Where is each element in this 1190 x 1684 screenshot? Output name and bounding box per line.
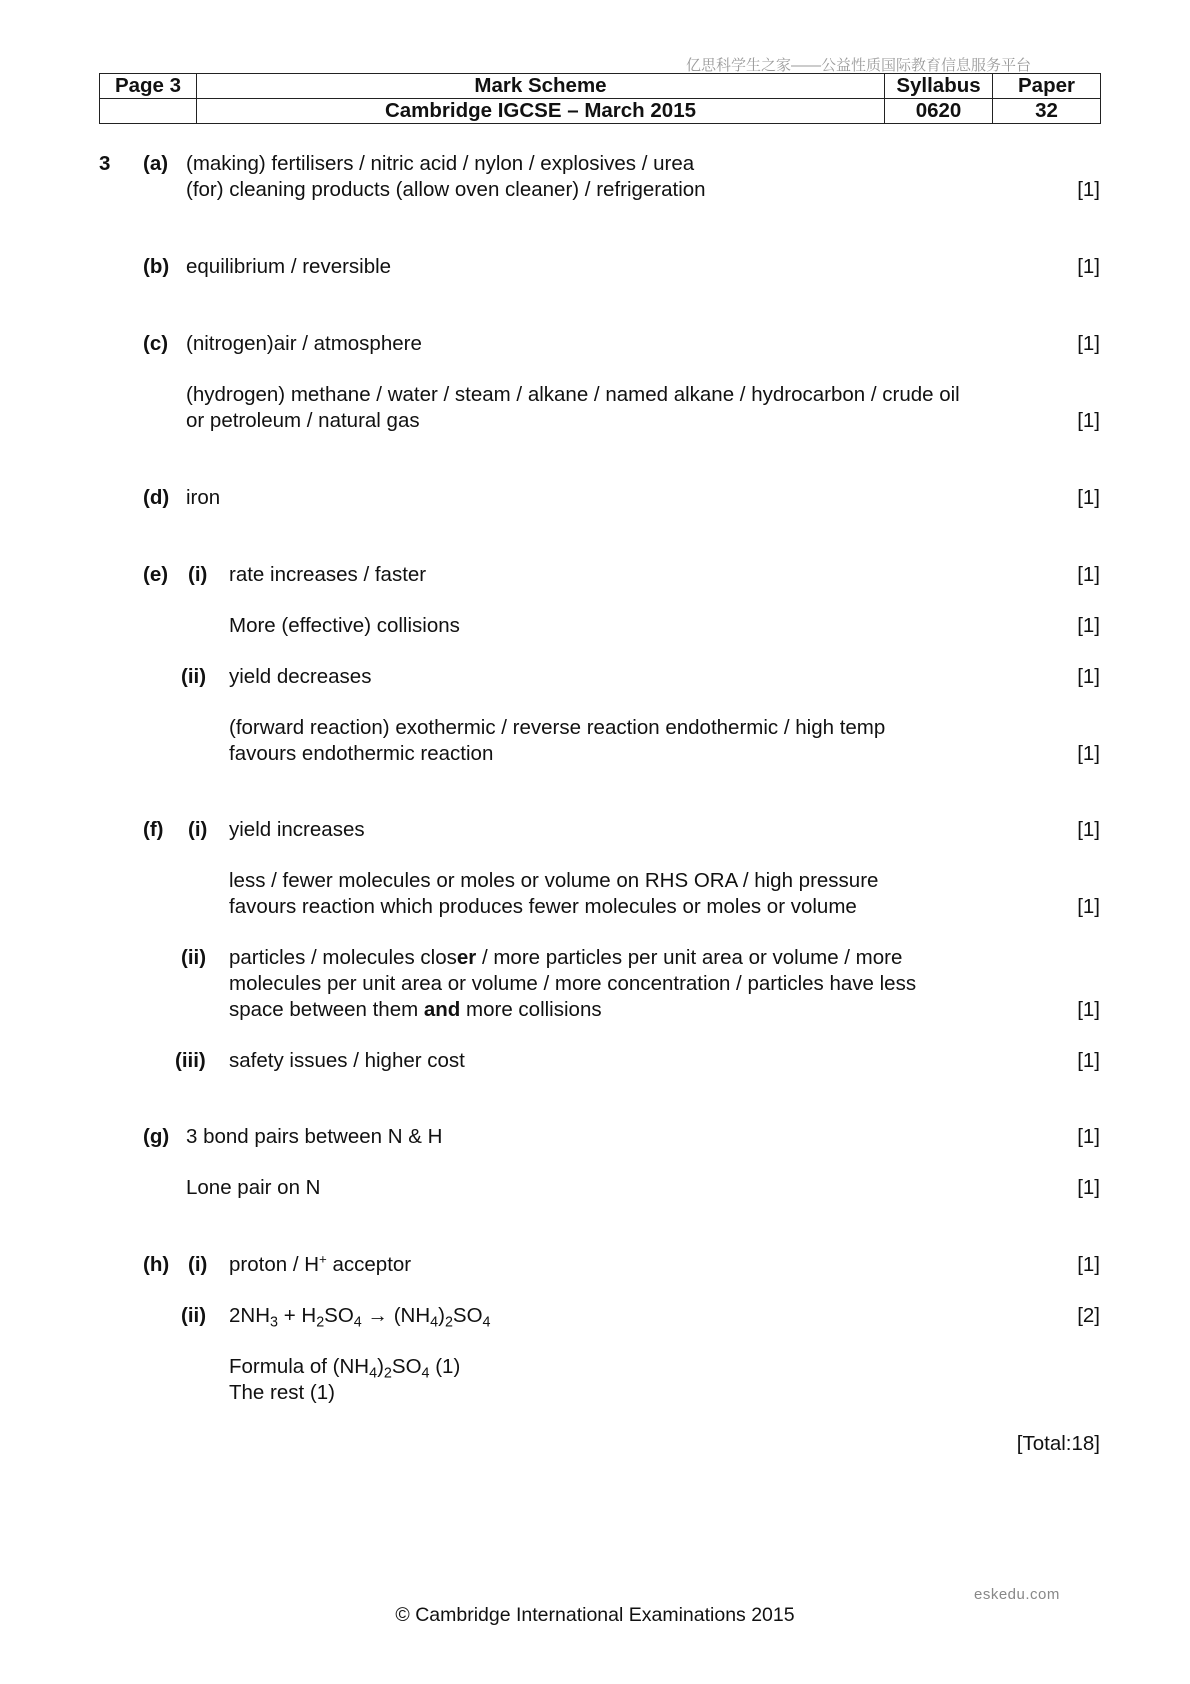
part-h-formula-note: Formula of $(NH_4)_2SO_4$ (1) (229, 1355, 461, 1382)
part-c-mark1: [1] (1077, 332, 1100, 355)
part-c-line1: (nitrogen)air / atmosphere (186, 332, 422, 355)
part-c-label: (c) (143, 332, 169, 355)
part-f-i-mark1: [1] (1077, 818, 1100, 841)
copyright-footer: © Cambridge International Examinations 2015 (395, 1604, 795, 1626)
part-b-mark: [1] (1077, 255, 1100, 278)
part-g-mark1: [1] (1077, 1125, 1100, 1148)
part-g-mark2: [1] (1077, 1176, 1100, 1199)
part-a-line2: (for) cleaning products (allow oven cleaner) / refrigeration (186, 178, 706, 201)
part-c-line2: (hydrogen) methane / water / steam / alkane / named alkane / hydrocarbon / crude oil (186, 383, 960, 406)
paper-number: 32 (993, 99, 1101, 124)
part-h-ii-label: (ii) (181, 1304, 207, 1327)
part-d-label: (d) (143, 486, 170, 509)
site-watermark: eskedu.com (974, 1586, 1060, 1603)
page-number: Page 3 (100, 74, 197, 99)
part-f-i-line3: favours reaction which produces fewer molecules or moles or volume (229, 895, 857, 918)
part-d-mark: [1] (1077, 486, 1100, 509)
part-e-ii-mark2: [1] (1077, 742, 1100, 765)
part-g-line1: 3 bond pairs between N & H (186, 1125, 443, 1148)
part-d-line1: iron (186, 486, 221, 509)
part-e-i-line2: More (effective) collisions (229, 614, 460, 637)
paper-label: Paper (993, 74, 1101, 99)
part-e-ii-mark1: [1] (1077, 665, 1100, 688)
part-f-iii-label: (iii) (175, 1049, 206, 1072)
watermark: 亿思科学生之家——公益性质国际教育信息服务平台 (686, 57, 1032, 74)
part-a-label: (a) (143, 152, 169, 175)
document-title: Mark Scheme (197, 74, 885, 99)
part-f-i-line2: less / fewer molecules or moles or volume on RHS ORA / high pressure (229, 869, 879, 892)
part-h-i-label: (i) (188, 1253, 208, 1276)
part-g-line2: Lone pair on N (186, 1176, 321, 1199)
part-f-ii-line1: particles / molecules closer / more particles per unit area or volume / more (229, 946, 903, 969)
part-f-ii-line3: space between them and more collisions (229, 998, 602, 1021)
part-h-i-text: proton / H+ acceptor (229, 1251, 412, 1276)
header-table (99, 73, 1101, 124)
part-f-i-label: (i) (188, 818, 208, 841)
part-e-i-mark2: [1] (1077, 614, 1100, 637)
part-f-ii-line2: molecules per unit area or volume / more concentration / particles have less (229, 972, 917, 995)
part-e-ii-line2: (forward reaction) exothermic / reverse reaction endothermic / high temp (229, 716, 886, 739)
part-f-i-line1: yield increases (229, 818, 365, 841)
part-e-i-line1: rate increases / faster (229, 563, 427, 586)
part-b-line1: equilibrium / reversible (186, 255, 392, 278)
part-f-label: (f) (143, 818, 164, 841)
part-h-label: (h) (143, 1253, 170, 1276)
part-e-ii-line1: yield decreases (229, 665, 372, 688)
part-b-label: (b) (143, 255, 170, 278)
part-e-label: (e) (143, 563, 169, 586)
syllabus-label: Syllabus (885, 74, 993, 99)
part-f-ii-label: (ii) (181, 946, 207, 969)
part-a-line1: (making) fertilisers / nitric acid / nylon / explosives / urea (186, 152, 695, 175)
part-f-i-mark2: [1] (1077, 895, 1100, 918)
part-e-i-label: (i) (188, 563, 208, 586)
part-h-rest-note: The rest (1) (229, 1381, 335, 1404)
part-f-iii-mark: [1] (1077, 1049, 1100, 1072)
part-e-ii-label: (ii) (181, 665, 207, 688)
part-c-line3: or petroleum / natural gas (186, 409, 420, 432)
part-f-ii-mark: [1] (1077, 998, 1100, 1021)
part-f-iii-line1: safety issues / higher cost (229, 1049, 465, 1072)
part-a-mark: [1] (1077, 178, 1100, 201)
chemical-equation: $2NH_3 + H_2SO_4 \to (NH_4)_2SO_4$ (229, 1304, 491, 1331)
part-g-label: (g) (143, 1125, 170, 1148)
document-subtitle: Cambridge IGCSE – March 2015 (197, 99, 885, 124)
syllabus-code: 0620 (885, 99, 993, 124)
part-h-ii-mark: [2] (1077, 1304, 1100, 1327)
part-e-ii-line3: favours endothermic reaction (229, 742, 494, 765)
part-e-i-mark1: [1] (1077, 563, 1100, 586)
question-number: 3 (99, 152, 111, 175)
part-h-i-mark: [1] (1077, 1253, 1100, 1276)
total-marks: [Total:18] (1016, 1432, 1100, 1455)
part-c-mark2: [1] (1077, 409, 1100, 432)
